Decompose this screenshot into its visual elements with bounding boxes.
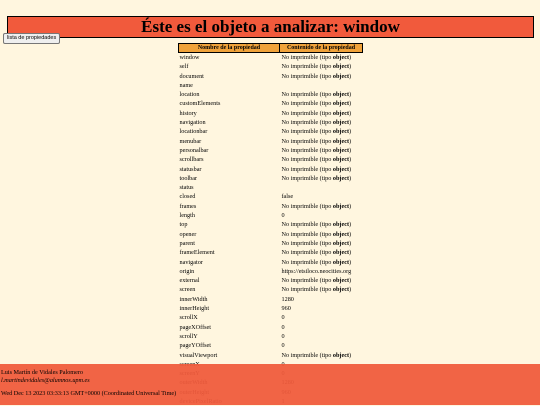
table-row	[179, 220, 363, 229]
property-value-text: No imprimible (tipo	[282, 73, 333, 80]
property-value-cell: No imprimible (tipo object)	[280, 230, 363, 239]
property-type-label: object	[333, 231, 349, 238]
property-value-text: 0	[282, 324, 285, 331]
property-value-cell: No imprimible (tipo object)	[280, 137, 363, 146]
property-value-cell: No imprimible (tipo object)	[280, 90, 363, 99]
property-name-cell: closed	[179, 192, 280, 201]
table-row	[179, 332, 363, 341]
property-value-text: No imprimible (tipo	[282, 147, 333, 154]
property-value-text: No imprimible (tipo	[282, 249, 333, 256]
property-name-cell: origin	[179, 267, 280, 276]
property-type-label: object	[333, 91, 349, 98]
property-value-text: 0	[282, 212, 285, 219]
properties-table	[178, 43, 363, 406]
header-property-name: Nombre de la propiedad	[179, 44, 280, 53]
property-name-cell: status	[179, 183, 280, 192]
property-value-cell: No imprimible (tipo object)	[280, 62, 363, 71]
property-name-cell: self	[179, 62, 280, 71]
property-type-label: object	[333, 175, 349, 182]
table-row	[179, 258, 363, 267]
property-name-cell: visualViewport	[179, 351, 280, 360]
property-name-cell: locationbar	[179, 127, 280, 136]
property-value-cell	[280, 304, 363, 313]
property-value-cell: No imprimible (tipo object)	[280, 72, 363, 81]
property-name-cell: menubar	[179, 137, 280, 146]
table-header-row	[179, 44, 363, 53]
property-name-cell: innerHeight	[179, 304, 280, 313]
table-row	[179, 99, 363, 108]
table-row	[179, 127, 363, 136]
property-value-text: 0	[282, 342, 285, 349]
property-type-label: object	[333, 352, 349, 359]
generation-date: Wed Dec 13 2023 03:33:13 GMT+0000 (Coordinated Universal Time)	[1, 390, 176, 398]
property-name-cell: scrollbars	[179, 155, 280, 164]
table-row	[179, 304, 363, 313]
property-name-cell: location	[179, 90, 280, 99]
property-name-cell: frames	[179, 202, 280, 211]
property-value-cell	[280, 81, 363, 90]
property-type-label: object	[333, 100, 349, 107]
property-value-cell: No imprimible (tipo object)	[280, 109, 363, 118]
property-name-cell: length	[179, 211, 280, 220]
property-name-cell: pageYOffset	[179, 341, 280, 350]
property-value-text: No imprimible (tipo	[282, 259, 333, 266]
property-value-cell	[280, 295, 363, 304]
author-name: Luis Martín de Vidales Palomero	[1, 369, 83, 377]
property-type-label: object	[333, 259, 349, 266]
table-row	[179, 313, 363, 322]
property-value-cell	[280, 313, 363, 322]
property-type-label: object	[333, 221, 349, 228]
table-row	[179, 53, 363, 63]
property-type-label: object	[333, 63, 349, 70]
property-value-text: No imprimible (tipo	[282, 231, 333, 238]
table-row	[179, 118, 363, 127]
table-row	[179, 323, 363, 332]
table-row	[179, 192, 363, 201]
table-row	[179, 146, 363, 155]
property-type-label: object	[333, 286, 349, 293]
property-value-text: No imprimible (tipo	[282, 110, 333, 117]
property-name-cell: pageXOffset	[179, 323, 280, 332]
property-value-text: No imprimible (tipo	[282, 138, 333, 145]
property-value-cell	[280, 267, 363, 276]
property-name-cell: scrollX	[179, 313, 280, 322]
property-value-cell: No imprimible (tipo object)	[280, 239, 363, 248]
property-type-label: object	[333, 166, 349, 173]
property-value-cell	[280, 332, 363, 341]
property-value-cell: No imprimible (tipo object)	[280, 258, 363, 267]
header-property-content: Contenido de la propiedad	[280, 44, 363, 53]
property-value-cell: No imprimible (tipo object)	[280, 165, 363, 174]
table-row	[179, 230, 363, 239]
property-type-label: object	[333, 240, 349, 247]
property-value-cell	[280, 211, 363, 220]
property-name-cell: opener	[179, 230, 280, 239]
property-value-cell: No imprimible (tipo object)	[280, 202, 363, 211]
property-type-label: object	[333, 73, 349, 80]
property-value-cell: No imprimible (tipo object)	[280, 155, 363, 164]
property-name-cell: innerWidth	[179, 295, 280, 304]
property-name-cell: history	[179, 109, 280, 118]
property-name-cell: name	[179, 81, 280, 90]
table-row	[179, 62, 363, 71]
property-value-text: No imprimible (tipo	[282, 54, 333, 61]
table-row	[179, 165, 363, 174]
property-value-text: No imprimible (tipo	[282, 166, 333, 173]
footer	[0, 364, 540, 405]
property-type-label: object	[333, 156, 349, 163]
property-value-cell	[280, 192, 363, 201]
table-row	[179, 248, 363, 257]
property-value-cell: No imprimible (tipo object)	[280, 220, 363, 229]
property-value-cell: No imprimible (tipo object)	[280, 118, 363, 127]
table-row	[179, 285, 363, 294]
table-row	[179, 276, 363, 285]
table-row	[179, 155, 363, 164]
property-value-text: No imprimible (tipo	[282, 156, 333, 163]
property-name-cell: parent	[179, 239, 280, 248]
property-value-text: 1280	[282, 296, 294, 303]
property-name-cell: screen	[179, 285, 280, 294]
property-value-cell: No imprimible (tipo object)	[280, 248, 363, 257]
property-name-cell: navigation	[179, 118, 280, 127]
property-type-label: object	[333, 203, 349, 210]
property-value-text: No imprimible (tipo	[282, 128, 333, 135]
property-value-cell: No imprimible (tipo object)	[280, 53, 363, 63]
property-value-text: 0	[282, 333, 285, 340]
property-value-text: 960	[282, 305, 291, 312]
table-row	[179, 267, 363, 276]
property-value-text: No imprimible (tipo	[282, 221, 333, 228]
property-value-text: No imprimible (tipo	[282, 240, 333, 247]
property-value-cell: No imprimible (tipo object)	[280, 276, 363, 285]
property-name-cell: scrollY	[179, 332, 280, 341]
property-name-cell: navigator	[179, 258, 280, 267]
property-value-cell	[280, 323, 363, 332]
property-name-cell: personalbar	[179, 146, 280, 155]
table-row	[179, 183, 363, 192]
property-value-text: No imprimible (tipo	[282, 175, 333, 182]
property-name-cell: customElements	[179, 99, 280, 108]
property-value-text: No imprimible (tipo	[282, 286, 333, 293]
property-type-label: object	[333, 249, 349, 256]
property-name-cell: external	[179, 276, 280, 285]
table-row	[179, 137, 363, 146]
property-value-text: https://etsiloco.neocities.org	[282, 268, 352, 275]
page-title: Éste es el objeto a analizar: window	[7, 16, 534, 38]
table-row	[179, 295, 363, 304]
property-type-label: object	[333, 128, 349, 135]
property-type-label: object	[333, 138, 349, 145]
property-name-cell: window	[179, 53, 280, 63]
property-value-cell: No imprimible (tipo object)	[280, 174, 363, 183]
property-value-text: No imprimible (tipo	[282, 100, 333, 107]
property-type-label: object	[333, 110, 349, 117]
table-row	[179, 202, 363, 211]
author-email: l.martindevidales@alumnos.upm.es	[1, 377, 90, 385]
property-type-label: object	[333, 54, 349, 61]
property-value-text: No imprimible (tipo	[282, 277, 333, 284]
table-row	[179, 72, 363, 81]
table-row	[179, 109, 363, 118]
property-value-text: No imprimible (tipo	[282, 203, 333, 210]
property-name-cell: document	[179, 72, 280, 81]
property-value-cell: No imprimible (tipo object)	[280, 285, 363, 294]
property-name-cell: frameElement	[179, 248, 280, 257]
table-row	[179, 81, 363, 90]
property-value-cell: No imprimible (tipo object)	[280, 99, 363, 108]
property-value-text: No imprimible (tipo	[282, 63, 333, 70]
property-list-button[interactable]: lista de propiedades	[3, 33, 60, 44]
property-name-cell: top	[179, 220, 280, 229]
table-row	[179, 341, 363, 350]
table-row	[179, 211, 363, 220]
table-row	[179, 351, 363, 360]
property-value-text: No imprimible (tipo	[282, 119, 333, 126]
property-value-cell: No imprimible (tipo object)	[280, 146, 363, 155]
table-row	[179, 239, 363, 248]
table-row	[179, 174, 363, 183]
property-value-cell: No imprimible (tipo object)	[280, 351, 363, 360]
property-value-text: No imprimible (tipo	[282, 91, 333, 98]
table-row	[179, 90, 363, 99]
property-name-cell: toolbar	[179, 174, 280, 183]
property-value-cell	[280, 183, 363, 192]
property-type-label: object	[333, 277, 349, 284]
property-value-cell	[280, 341, 363, 350]
table-body	[179, 53, 363, 406]
property-value-cell: No imprimible (tipo object)	[280, 127, 363, 136]
property-type-label: object	[333, 119, 349, 126]
property-name-cell: statusbar	[179, 165, 280, 174]
property-type-label: object	[333, 147, 349, 154]
property-value-text: false	[282, 193, 294, 200]
property-value-text: 0	[282, 314, 285, 321]
property-value-text: No imprimible (tipo	[282, 352, 333, 359]
